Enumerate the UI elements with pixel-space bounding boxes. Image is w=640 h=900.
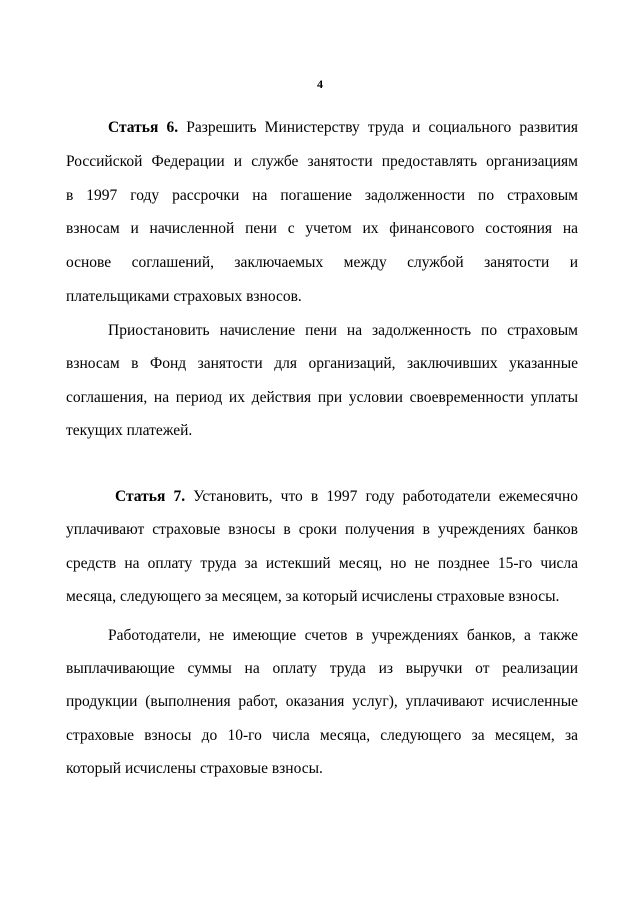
text-line: взносам и начисленной пени с учетом их финансового состояния на: [66, 220, 578, 237]
text-line: выплачивающие суммы на оплату труда из выручки от реализации: [66, 660, 578, 677]
text-line: взносам в Фонд занятости для организаций, заключивших указанные: [66, 355, 578, 372]
text-line: месяца, следующего за месяцем, за который исчислены страховые взносы.: [66, 588, 560, 605]
text-line: Российской Федерации и службе занятости предоставлять организациям: [66, 153, 578, 170]
text-line: [108, 118, 578, 138]
text-line: плательщиками страховых взносов.: [66, 288, 302, 305]
text-line: Работодатели, не имеющие счетов в учреждениях банков, а также: [108, 627, 578, 644]
text-line: страховые взносы до 10-го числа месяца, следующего за месяцем, за: [66, 727, 578, 744]
text-line: основе соглашений, заключаемых между службой занятости и: [66, 254, 578, 271]
text-line: [115, 487, 578, 507]
text-line: который исчислены страховые взносы.: [66, 760, 323, 777]
text-line: текущих платежей.: [66, 422, 193, 439]
page-number: 4: [317, 77, 323, 91]
text-line: в 1997 году рассрочки на погашение задолженности по страховым: [66, 187, 578, 204]
text-line: уплачивают страховые взносы в сроки получения в учреждениях банков: [66, 521, 578, 538]
text-line: средств на оплату труда за истекший месяц, но не позднее 15-го числа: [66, 555, 578, 572]
text-line: продукции (выполнения работ, оказания услуг), уплачивают исчисленные: [66, 693, 578, 710]
text-line: Приостановить начисление пени на задолженность по страховым: [108, 322, 578, 339]
article-7-heading: Статья 7.: [115, 488, 186, 505]
text-fragment: Разрешить Министерству труда и социального развития: [178, 119, 578, 136]
article-6-heading: Статья 6.: [108, 119, 179, 136]
text-line: соглашения, на период их действия при условии своевременности уплаты: [66, 389, 578, 406]
text-fragment: Установить, что в 1997 году работодатели ежемесячно: [185, 488, 578, 505]
